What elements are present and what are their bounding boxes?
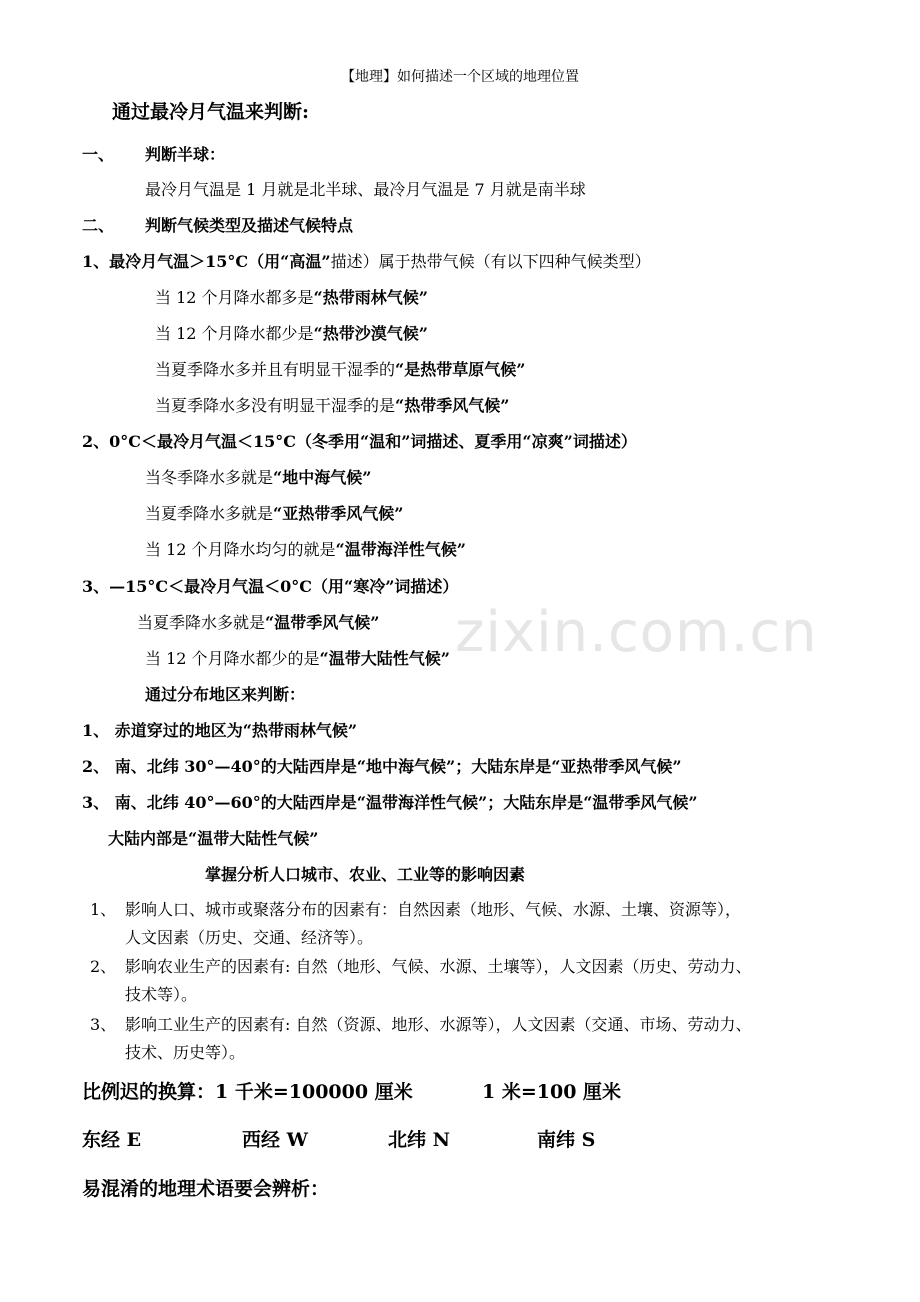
rule-1-prefix: 1、最冷月气温＞15°C（用 (82, 252, 281, 271)
climate-term: “温带季风气候” (265, 613, 380, 632)
item-text: 当 12 个月降水都多是 (155, 288, 314, 307)
climate-term: “地中海气候” (273, 468, 372, 487)
rule-2-item (145, 503, 403, 525)
rule-1-item (155, 395, 509, 417)
climate-term: “是热带草原气候” (395, 360, 526, 379)
section-1-text: 最冷月气温是 1 月就是北半球、最冷月气温是 7 月就是南半球 (145, 180, 586, 199)
factor-line: 影响工业生产的因素有: 自然（资源、地形、水源等），人文因素（交通、市场、劳动力、 (125, 1015, 752, 1034)
rule-1-item (155, 323, 428, 345)
distribution-item: 2、 南、北纬 30°—40°的大陆西岸是“地中海气候”；大陆东岸是“亚热带季风气候” (82, 757, 682, 776)
rule-3-heading: 3、—15°C＜最冷月气温＜0°C（用“寒冷”词描述） (82, 577, 459, 596)
rule-1-keyword: “高温” (280, 252, 331, 271)
rule-2-heading: 2、0°C＜最冷月气温＜15°C（冬季用“温和”词描述、夏季用“凉爽”词描述） (82, 432, 637, 451)
section-title-factors: 掌握分析人口城市、农业、工业等的影响因素 (205, 865, 526, 884)
distribution-item: 3、 南、北纬 40°—60°的大陆西岸是“温带海洋性气候”；大陆东岸是“温带季风气候” (82, 793, 698, 812)
rule-3-item (137, 612, 379, 634)
item-text: 当夏季降水多没有明显干湿季的是 (155, 396, 396, 415)
section-2-title: 判断气候类型及描述气候特点 (145, 216, 354, 235)
section-1-title: 判断半球： (145, 145, 226, 164)
item-text: 当 12 个月降水都少的是 (145, 649, 320, 668)
section-1-number: 一、 (82, 145, 115, 164)
item-text: 当夏季降水多就是 (137, 613, 266, 632)
scale-conversion-m: 1 米=100 厘米 (482, 1081, 622, 1103)
section-title-terms: 易混淆的地理术语要会辨析： (82, 1178, 330, 1200)
rule-1-item (155, 287, 428, 309)
direction-west: 西经 W (242, 1129, 308, 1151)
factor-line: 影响农业生产的因素有: 自然（地形、气候、水源、土壤等），人文因素（历史、劳动力、 (125, 957, 752, 976)
rule-1-heading (82, 251, 651, 273)
item-text: 当 12 个月降水都少是 (155, 324, 314, 343)
climate-term: “热带雨林气候” (313, 288, 428, 307)
direction-east: 东经 E (82, 1129, 142, 1151)
direction-south: 南纬 S (537, 1129, 596, 1151)
distribution-extra: 大陆内部是“温带大陆性气候” (108, 829, 319, 848)
section-title-distribution: 通过分布地区来判断： (145, 685, 306, 704)
scale-conversion-km: 比例迟的换算：1 千米=100000 厘米 (82, 1081, 413, 1103)
factor-number: 2、 (90, 957, 117, 976)
item-text: 当 12 个月降水均匀的就是 (145, 540, 336, 559)
watermark: zixin.com.cn (455, 600, 818, 665)
factor-line: 技术、历史等）。 (125, 1043, 246, 1062)
item-text: 当冬季降水多就是 (145, 468, 274, 487)
rule-1-suffix: 描述）属于热带气候（有以下四种气候类型） (330, 252, 651, 271)
item-text: 当夏季降水多就是 (145, 504, 274, 523)
climate-term: “亚热带季风气候” (273, 504, 404, 523)
climate-term: “温带海洋性气候” (335, 540, 466, 559)
factor-line: 人文因素（历史、交通、经济等）。 (125, 928, 374, 947)
climate-term: “热带季风气候” (395, 396, 510, 415)
climate-term: “热带沙漠气候” (313, 324, 428, 343)
rule-2-item (145, 467, 371, 489)
direction-north: 北纬 N (388, 1129, 450, 1151)
page-header: 【地理】如何描述一个区域的地理位置 (341, 69, 579, 85)
factor-number: 1、 (90, 900, 117, 919)
factor-line: 影响人口、城市或聚落分布的因素有：自然因素（地形、气候、水源、土壤、资源等）， (125, 900, 742, 919)
rule-3-item (145, 648, 450, 670)
rule-2-item (145, 539, 466, 561)
factor-number: 3、 (90, 1015, 117, 1034)
climate-term: “温带大陆性气候” (319, 649, 450, 668)
item-text: 当夏季降水多并且有明显干湿季的 (155, 360, 396, 379)
factor-line: 技术等）。 (125, 985, 198, 1004)
section-2-number: 二、 (82, 216, 115, 235)
distribution-item: 1、 赤道穿过的地区为“热带雨林气候” (82, 721, 358, 740)
section-title-coldest-month: 通过最冷月气温来判断: (112, 101, 310, 123)
rule-1-item (155, 359, 525, 381)
